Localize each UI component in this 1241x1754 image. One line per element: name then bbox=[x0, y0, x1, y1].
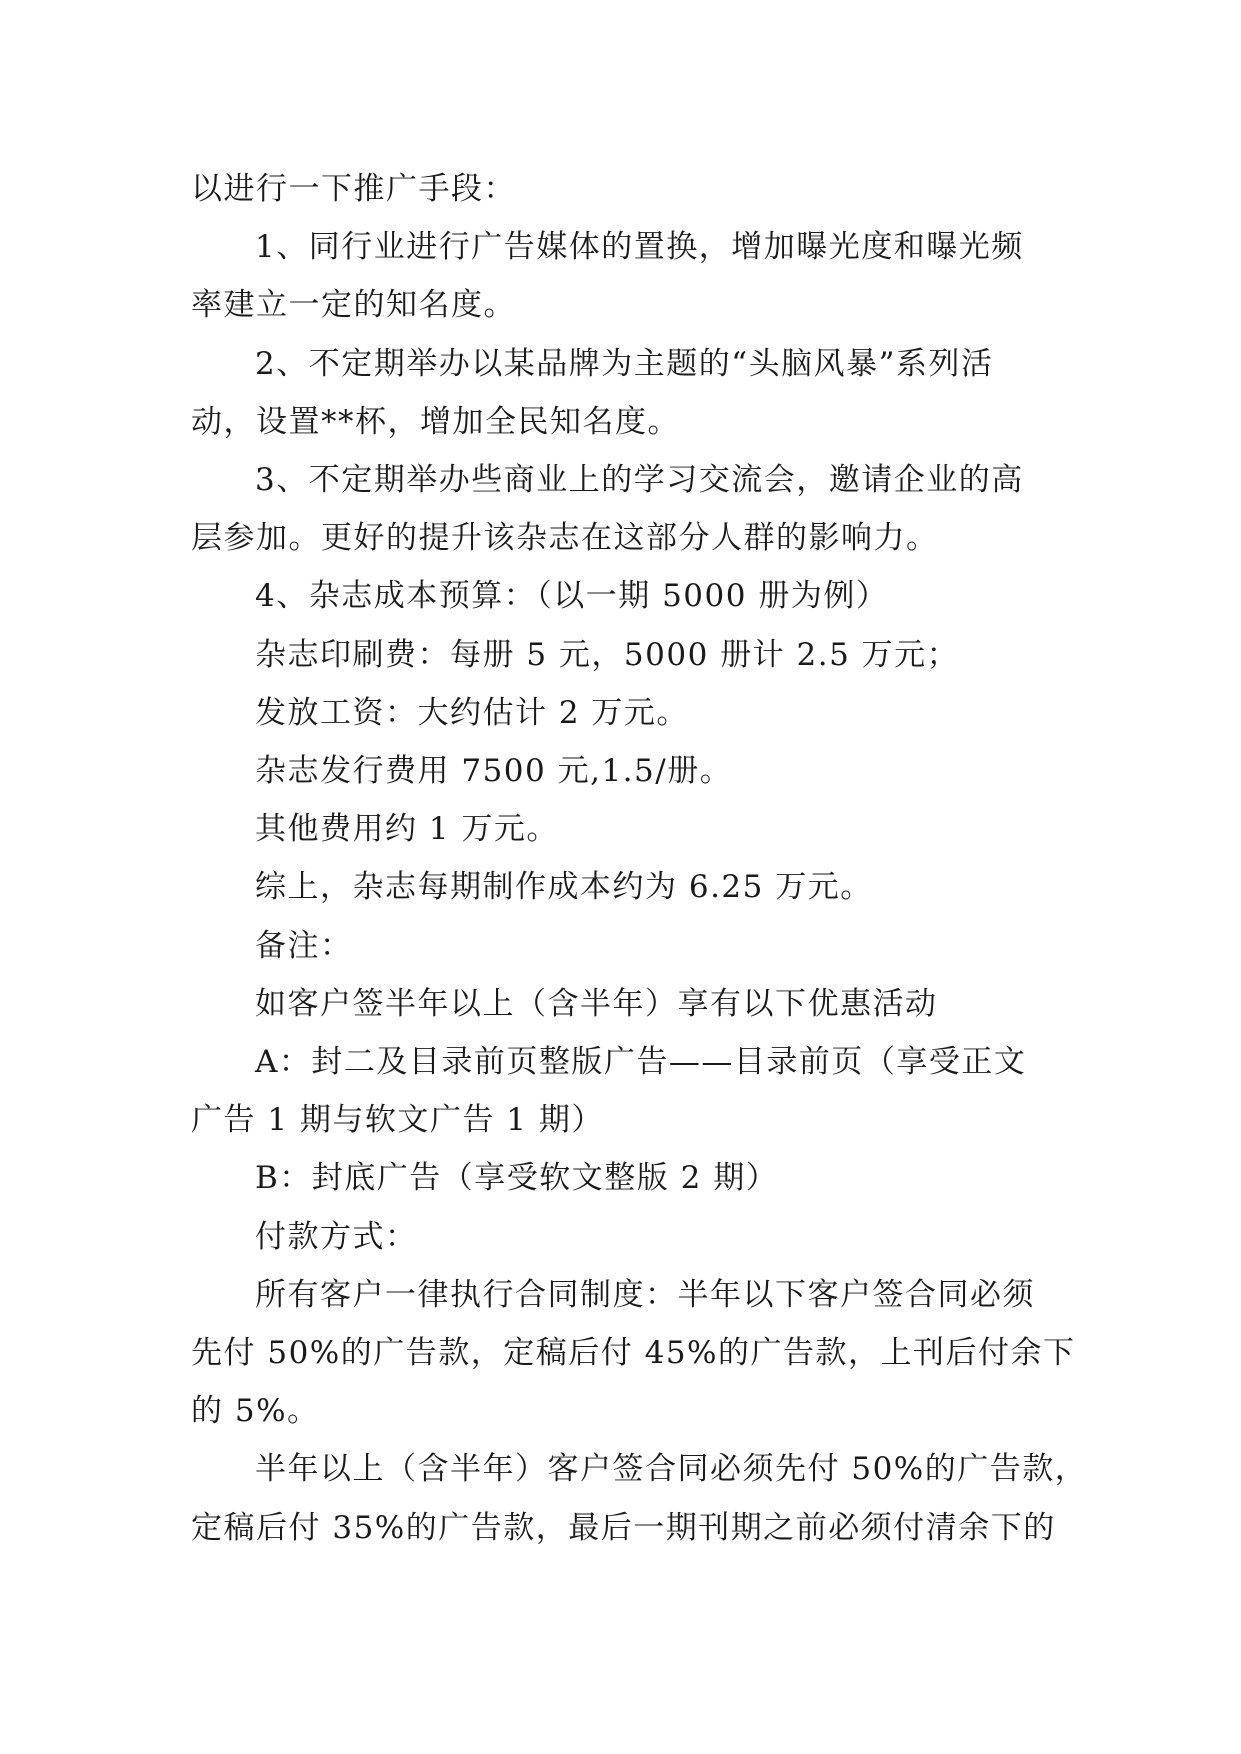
text-line: 3、不定期举办些商业上的学习交流会，邀请企业的高 bbox=[255, 462, 1024, 499]
text-line: 付款方式： bbox=[255, 1218, 418, 1255]
text-line: 综上，杂志每期制作成本约为 6.25 万元。 bbox=[255, 869, 873, 906]
text-line: 率建立一定的知名度。 bbox=[191, 287, 516, 324]
text-line: 半年以上（含半年）客户签合同必须先付 50%的广告款， bbox=[255, 1451, 1088, 1488]
text-line: 先付 50%的广告款，定稿后付 45%的广告款，上刊后付余下 bbox=[191, 1335, 1076, 1372]
text-line: 动，设置**杯，增加全民知名度。 bbox=[191, 403, 680, 440]
text-line: 所有客户一律执行合同制度：半年以下客户签合同必须 bbox=[255, 1276, 1035, 1313]
text-line: 1、同行业进行广告媒体的置换，增加曝光度和曝光频 bbox=[255, 229, 1024, 266]
text-line: 4、杂志成本预算：（以一期 5000 册为例） bbox=[255, 578, 889, 615]
text-line: 的 5%。 bbox=[191, 1393, 320, 1430]
text-line: B：封底广告（享受软文整版 2 期） bbox=[255, 1160, 779, 1197]
text-line: 杂志发行费用 7500 元,1.5/册。 bbox=[255, 753, 733, 790]
text-line: 定稿后付 35%的广告款，最后一期刊期之前必须付清余下的 bbox=[191, 1509, 1056, 1546]
text-line: A：封二及目录前页整版广告——目录前页（享受正文 bbox=[255, 1044, 1027, 1081]
text-line: 杂志印刷费：每册 5 元，5000 册计 2.5 万元； bbox=[255, 636, 960, 673]
text-line: 备注： bbox=[255, 927, 353, 964]
text-line: 2、不定期举办以某品牌为主题的“头脑风暴”系列活 bbox=[255, 345, 994, 382]
text-line: 层参加。更好的提升该杂志在这部分人群的影响力。 bbox=[191, 520, 939, 557]
text-line: 其他费用约 1 万元。 bbox=[255, 811, 559, 848]
text-line: 广告 1 期与软文广告 1 期） bbox=[191, 1102, 604, 1139]
document-body bbox=[191, 160, 1088, 1557]
text-line: 以进行一下推广手段： bbox=[191, 171, 516, 207]
text-line: 发放工资：大约估计 2 万元。 bbox=[255, 694, 689, 731]
text-line: 如客户签半年以上（含半年）享有以下优惠活动 bbox=[255, 985, 938, 1022]
